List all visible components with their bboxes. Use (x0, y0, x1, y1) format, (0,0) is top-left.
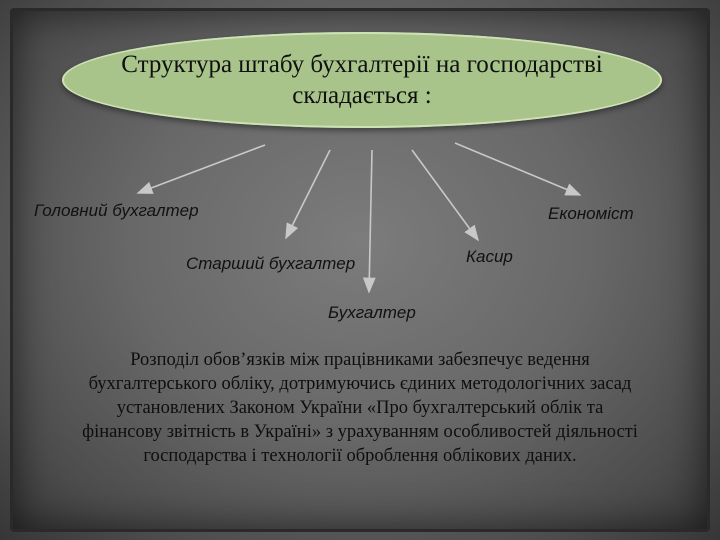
node-accountant: Бухгалтер (328, 303, 416, 322)
arrow-to-chief-accountant (138, 145, 265, 193)
node-chief-accountant: Головний бухгалтер (34, 201, 199, 220)
arrow-to-accountant (369, 150, 372, 292)
title-line-2: складається : (292, 82, 432, 109)
node-senior-accountant: Старший бухгалтер (186, 254, 356, 273)
arrow-to-cashier (412, 150, 478, 240)
node-cashier: Касир (466, 247, 513, 266)
node-economist: Економіст (548, 204, 634, 223)
title-line-1: Структура штабу бухгалтерії на господарстві (121, 50, 603, 78)
description-text: Розподіл обов’язків між працівниками забезпечує ведення бухгалтерського обліку, дотримуючись єдиних методологічних засад установлених Законом України «Про бухгалтерський облік та фінансову звітність в Україні» з урахуванням особливостей діяльності господарства і технології оброблення облікових даних. (82, 350, 638, 466)
arrow-to-senior-accountant (286, 150, 330, 238)
title-oval (62, 32, 662, 128)
arrow-to-economist (455, 143, 580, 195)
